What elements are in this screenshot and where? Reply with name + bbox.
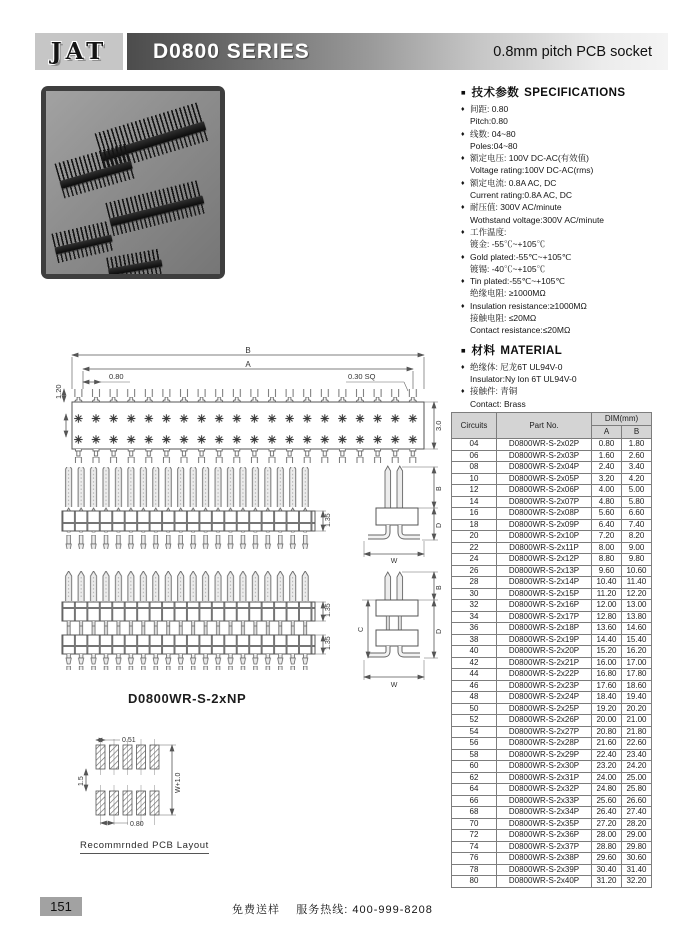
dim-label-135-lower: 1.35 — [325, 636, 332, 650]
table-cell: D0800WR-S-2x28P — [497, 738, 592, 750]
table-cell: 13.80 — [622, 611, 652, 623]
service-hotline-text: 免费送样 服务热线: 400-999-8208 — [232, 904, 433, 916]
table-cell: D0800WR-S-2x05P — [497, 473, 592, 485]
col-header-circuits: Circuits — [452, 413, 497, 439]
material-heading-zh: 材料 — [471, 344, 496, 357]
table-cell: 15.40 — [622, 634, 652, 646]
table-cell: 17.80 — [622, 669, 652, 681]
col-header-part-no: Part No. — [497, 413, 592, 439]
table-cell: 08 — [452, 462, 497, 474]
table-row — [452, 784, 652, 796]
table-cell: 10 — [452, 473, 497, 485]
table-row — [452, 807, 652, 819]
table-cell: 48 — [452, 692, 497, 704]
table-cell: D0800WR-S-2x26P — [497, 715, 592, 727]
table-cell: 20.80 — [592, 726, 622, 738]
table-row — [452, 657, 652, 669]
series-title: D0800 SERIES — [153, 39, 310, 63]
connector-photo-item — [51, 221, 114, 263]
col-header-dim: DIM(mm) — [592, 413, 652, 426]
table-cell: 25.60 — [592, 795, 622, 807]
dim-label-30: 3.0 — [434, 420, 443, 431]
spec-item — [461, 275, 697, 300]
spec-item — [461, 128, 697, 153]
table-cell: D0800WR-S-2x27P — [497, 726, 592, 738]
table-cell: D0800WR-S-2x14P — [497, 577, 592, 589]
spec-line: Wothstand voltage:300V AC/minute — [470, 214, 605, 225]
brand-logo — [35, 33, 123, 70]
table-cell: 23.40 — [622, 749, 652, 761]
table-row — [452, 864, 652, 876]
table-cell: D0800WR-S-2x32P — [497, 784, 592, 796]
table-cell: D0800WR-S-2x06P — [497, 485, 592, 497]
table-cell: 2.40 — [592, 462, 622, 474]
table-cell: 7.20 — [592, 531, 622, 543]
dim-label-a: A — [245, 360, 251, 369]
table-cell: 24.20 — [622, 761, 652, 773]
spec-line: 接触电阻: ≤20MΩ — [470, 313, 537, 324]
table-cell: 29.00 — [622, 830, 652, 842]
spec-line: ♦ 绝缘体: 尼龙6T UL94V-0 — [470, 361, 563, 372]
table-cell: 12.20 — [622, 588, 652, 600]
table-cell: 29.80 — [622, 841, 652, 853]
dim-label-w10: W+1.0 — [175, 772, 182, 793]
specifications-list — [461, 103, 697, 337]
table-row — [452, 554, 652, 566]
spec-line: Contact: Brass — [470, 398, 526, 409]
spec-line: Contact resistance:≤20MΩ — [470, 325, 571, 336]
spec-line: Voltage rating:100V DC-AC(rms) — [470, 165, 594, 176]
spec-line: Poles:04~80 — [470, 140, 518, 151]
dim-label-15: 1.5 — [78, 776, 85, 786]
table-cell: 54 — [452, 726, 497, 738]
spec-line: ♦ 额定电压: 100V DC-AC(有效值) — [470, 153, 590, 164]
table-cell: 31.20 — [592, 876, 622, 888]
table-row — [452, 692, 652, 704]
dim-label-135: 1.35 — [325, 513, 332, 527]
table-row — [452, 450, 652, 462]
table-cell: 28.80 — [592, 841, 622, 853]
table-cell: D0800WR-S-2x09P — [497, 519, 592, 531]
table-cell: 11.40 — [622, 577, 652, 589]
dim-label-b: B — [245, 346, 251, 355]
table-cell: D0800WR-S-2x38P — [497, 853, 592, 865]
series-subtitle: 0.8mm pitch PCB socket — [493, 43, 652, 60]
table-row — [452, 611, 652, 623]
spec-item — [461, 152, 697, 177]
dim-label-d2: D — [436, 522, 443, 528]
spec-line: ♦ Tin plated:-55℃~+105℃ — [470, 276, 565, 287]
table-cell: 3.20 — [592, 473, 622, 485]
table-cell: D0800WR-S-2x07P — [497, 496, 592, 508]
table-cell: 5.80 — [622, 496, 652, 508]
dim-label-c: C — [358, 626, 365, 632]
table-cell: 17.00 — [622, 657, 652, 669]
table-cell: D0800WR-S-2x04P — [497, 462, 592, 474]
table-cell: 2.60 — [622, 450, 652, 462]
table-cell: 0.80 — [592, 439, 622, 451]
table-cell: 32.20 — [622, 876, 652, 888]
spec-item — [461, 177, 697, 202]
specifications-heading-en: SPECIFICATIONS — [524, 87, 626, 99]
table-row — [452, 439, 652, 451]
table-cell: D0800WR-S-2x33P — [497, 795, 592, 807]
table-row — [452, 508, 652, 520]
table-cell: 21.60 — [592, 738, 622, 750]
spec-line: ♦ 线数: 04~80 — [470, 128, 516, 139]
table-row — [452, 565, 652, 577]
table-row — [452, 588, 652, 600]
table-cell: D0800WR-S-2x12P — [497, 554, 592, 566]
table-cell: 1.60 — [592, 450, 622, 462]
table-cell: 5.00 — [622, 485, 652, 497]
table-cell: 15.20 — [592, 646, 622, 658]
table-cell: D0800WR-S-2x30P — [497, 761, 592, 773]
table-row — [452, 646, 652, 658]
table-cell: 11.20 — [592, 588, 622, 600]
table-row — [452, 715, 652, 727]
table-cell: 52 — [452, 715, 497, 727]
specifications-heading — [461, 84, 697, 100]
table-cell: D0800WR-S-2x24P — [497, 692, 592, 704]
product-photo-frame — [41, 86, 225, 279]
table-cell: 64 — [452, 784, 497, 796]
table-cell: D0800WR-S-2x39P — [497, 864, 592, 876]
table-cell: 78 — [452, 864, 497, 876]
table-cell: 46 — [452, 680, 497, 692]
spec-item — [461, 361, 697, 386]
material-heading — [461, 342, 697, 358]
table-cell: 21.00 — [622, 715, 652, 727]
specifications-section — [461, 84, 697, 410]
table-cell: D0800WR-S-2x29P — [497, 749, 592, 761]
table-cell: 4.00 — [592, 485, 622, 497]
spec-line: ♦ Gold plated:-55℃~+105℃ — [470, 251, 572, 262]
table-row — [452, 680, 652, 692]
table-cell: 26.40 — [592, 807, 622, 819]
table-cell: 23.20 — [592, 761, 622, 773]
table-cell: 17.60 — [592, 680, 622, 692]
table-row — [452, 818, 652, 830]
table-row — [452, 462, 652, 474]
table-cell: 40 — [452, 646, 497, 658]
table-cell: D0800WR-S-2x35P — [497, 818, 592, 830]
table-cell: 13.60 — [592, 623, 622, 635]
table-row — [452, 519, 652, 531]
table-cell: 12 — [452, 485, 497, 497]
table-row — [452, 600, 652, 612]
table-cell: D0800WR-S-2x08P — [497, 508, 592, 520]
table-cell: D0800WR-S-2x31P — [497, 772, 592, 784]
table-row — [452, 761, 652, 773]
dim-label-w2: W — [390, 558, 398, 565]
table-cell: 6.40 — [592, 519, 622, 531]
table-cell: D0800WR-S-2x19P — [497, 634, 592, 646]
spec-item — [461, 201, 697, 226]
dim-label-120: 1.20 — [54, 384, 63, 399]
table-cell: 28.00 — [592, 830, 622, 842]
drawing-part-number-label: D0800WR-S-2xNP — [128, 691, 247, 706]
spec-line: Pitch:0.80 — [470, 116, 508, 127]
table-cell: 16.00 — [592, 657, 622, 669]
table-cell: 16.80 — [592, 669, 622, 681]
connector-photo-item — [105, 180, 206, 236]
dim-label-135-upper: 1.35 — [325, 603, 332, 617]
table-cell: 74 — [452, 841, 497, 853]
table-row — [452, 749, 652, 761]
spec-line: ♦ 间距: 0.80 — [470, 104, 509, 114]
table-cell: 27.40 — [622, 807, 652, 819]
table-row — [452, 473, 652, 485]
spec-line: ♦ 接触件: 青铜 — [470, 386, 518, 397]
spec-line: Insulator:Ny lon 6T UL94V-0 — [470, 373, 577, 384]
dim-label-d3: D — [436, 628, 443, 634]
table-row — [452, 841, 652, 853]
pcb-layout-caption: Recommrnded PCB Layout — [80, 840, 209, 854]
table-cell: 28 — [452, 577, 497, 589]
dimension-table — [451, 412, 652, 888]
table-cell: 8.80 — [592, 554, 622, 566]
table-cell: 24 — [452, 554, 497, 566]
dimension-table-header — [452, 413, 652, 439]
table-cell: 19.20 — [592, 703, 622, 715]
table-cell: 4.20 — [622, 473, 652, 485]
table-cell: 30.40 — [592, 864, 622, 876]
table-cell: 24.00 — [592, 772, 622, 784]
table-row — [452, 669, 652, 681]
specifications-heading-zh: 技术参数 — [471, 87, 520, 99]
spec-line: 镀金: -55℃~+105℃ — [470, 239, 546, 250]
table-cell: D0800WR-S-2x21P — [497, 657, 592, 669]
table-cell: D0800WR-S-2x36P — [497, 830, 592, 842]
table-cell: 26 — [452, 565, 497, 577]
table-cell: 7.40 — [622, 519, 652, 531]
col-header-b: B — [622, 426, 652, 439]
table-row — [452, 795, 652, 807]
connector-photo-item — [106, 249, 164, 274]
table-cell: 06 — [452, 450, 497, 462]
table-cell: D0800WR-S-2x17P — [497, 611, 592, 623]
table-cell: 70 — [452, 818, 497, 830]
table-row — [452, 703, 652, 715]
table-cell: D0800WR-S-2x03P — [497, 450, 592, 462]
table-cell: 60 — [452, 761, 497, 773]
table-cell: 8.00 — [592, 542, 622, 554]
table-cell: D0800WR-S-2x25P — [497, 703, 592, 715]
table-cell: D0800WR-S-2x22P — [497, 669, 592, 681]
table-cell: 9.00 — [622, 542, 652, 554]
spec-line: ♦ Insulation resistance:≥1000MΩ — [470, 300, 587, 311]
table-cell: 28.20 — [622, 818, 652, 830]
spec-line: 镀锡: -40℃~+105℃ — [470, 263, 546, 274]
table-cell: 18 — [452, 519, 497, 531]
table-cell: 10.40 — [592, 577, 622, 589]
table-row — [452, 876, 652, 888]
spec-line: ♦ 耐压值: 300V AC/minute — [470, 202, 562, 213]
dimension-table-body — [452, 439, 652, 888]
spec-item — [461, 251, 697, 276]
table-cell: 22.40 — [592, 749, 622, 761]
table-cell: 42 — [452, 657, 497, 669]
dim-label-w3: W — [390, 682, 398, 689]
table-cell: 3.40 — [622, 462, 652, 474]
table-cell: 13.00 — [622, 600, 652, 612]
table-row — [452, 542, 652, 554]
table-cell: 1.80 — [622, 439, 652, 451]
table-cell: D0800WR-S-2x37P — [497, 841, 592, 853]
table-cell: 18.60 — [622, 680, 652, 692]
col-header-a: A — [592, 426, 622, 439]
dim-label-sq: 0.30 SQ — [348, 372, 376, 381]
table-cell: 12.00 — [592, 600, 622, 612]
table-cell: 8.20 — [622, 531, 652, 543]
table-cell: 68 — [452, 807, 497, 819]
dim-label-b3: B — [436, 585, 443, 590]
drawing-pcb-layout — [72, 733, 257, 835]
table-cell: 27.20 — [592, 818, 622, 830]
table-cell: D0800WR-S-2x10P — [497, 531, 592, 543]
spec-item — [461, 385, 697, 410]
table-cell: 56 — [452, 738, 497, 750]
table-cell: 19.40 — [622, 692, 652, 704]
table-cell: 29.60 — [592, 853, 622, 865]
table-cell: 9.80 — [622, 554, 652, 566]
table-row — [452, 853, 652, 865]
table-cell: D0800WR-S-2x40P — [497, 876, 592, 888]
table-cell: 30 — [452, 588, 497, 600]
table-cell: 14.40 — [592, 634, 622, 646]
spec-item — [461, 103, 697, 128]
table-cell: 80 — [452, 876, 497, 888]
product-photo — [46, 91, 220, 274]
page-number: 151 — [40, 897, 82, 916]
table-cell: 20.00 — [592, 715, 622, 727]
table-cell: 34 — [452, 611, 497, 623]
table-cell: 22 — [452, 542, 497, 554]
table-cell: D0800WR-S-2x18P — [497, 623, 592, 635]
dim-label-pitch: 0.80 — [109, 372, 124, 381]
spec-item — [461, 226, 697, 251]
table-cell: 16.20 — [622, 646, 652, 658]
table-cell: 38 — [452, 634, 497, 646]
table-cell: D0800WR-S-2x16P — [497, 600, 592, 612]
table-cell: 14.60 — [622, 623, 652, 635]
table-cell: 22.60 — [622, 738, 652, 750]
table-cell: 10.60 — [622, 565, 652, 577]
spec-item — [461, 300, 697, 337]
brand-logo-text: JAT — [50, 38, 108, 65]
table-cell: 14 — [452, 496, 497, 508]
dim-label-051: 0.51 — [122, 737, 136, 744]
table-cell: 30.60 — [622, 853, 652, 865]
table-row — [452, 623, 652, 635]
drawing-side-view-double — [50, 570, 448, 692]
table-cell: 25.00 — [622, 772, 652, 784]
table-cell: 6.60 — [622, 508, 652, 520]
spec-line: ♦ 工作温度: — [470, 226, 507, 237]
table-row — [452, 531, 652, 543]
table-cell: D0800WR-S-2x02P — [497, 439, 592, 451]
table-cell: 25.80 — [622, 784, 652, 796]
table-cell: 36 — [452, 623, 497, 635]
material-heading-en: MATERIAL — [500, 344, 563, 357]
table-cell: 31.40 — [622, 864, 652, 876]
table-cell: 66 — [452, 795, 497, 807]
table-cell: 5.60 — [592, 508, 622, 520]
table-row — [452, 772, 652, 784]
table-cell: 72 — [452, 830, 497, 842]
table-row — [452, 738, 652, 750]
spec-line: Current rating:0.8A AC, DC — [470, 190, 573, 201]
spec-line: ♦ 额定电流: 0.8A AC, DC — [470, 177, 557, 188]
table-cell: 12.80 — [592, 611, 622, 623]
table-cell: 18.40 — [592, 692, 622, 704]
table-cell: D0800WR-S-2x34P — [497, 807, 592, 819]
table-cell: D0800WR-S-2x11P — [497, 542, 592, 554]
table-cell: 32 — [452, 600, 497, 612]
table-cell: 21.80 — [622, 726, 652, 738]
table-cell: 76 — [452, 853, 497, 865]
table-row — [452, 496, 652, 508]
table-cell: 04 — [452, 439, 497, 451]
series-title-bar — [127, 33, 668, 70]
table-row — [452, 485, 652, 497]
table-row — [452, 830, 652, 842]
table-cell: 26.60 — [622, 795, 652, 807]
table-row — [452, 726, 652, 738]
connector-photo-item — [54, 143, 135, 198]
dim-label-080: 0.80 — [130, 821, 144, 828]
table-row — [452, 577, 652, 589]
table-cell: 4.80 — [592, 496, 622, 508]
table-cell: D0800WR-S-2x20P — [497, 646, 592, 658]
table-cell: 9.60 — [592, 565, 622, 577]
table-cell: 44 — [452, 669, 497, 681]
drawing-side-view-single — [50, 463, 448, 565]
dim-label-b2: B — [436, 486, 443, 491]
table-row — [452, 634, 652, 646]
table-cell: 20 — [452, 531, 497, 543]
material-list — [461, 361, 697, 410]
table-cell: D0800WR-S-2x13P — [497, 565, 592, 577]
table-cell: 50 — [452, 703, 497, 715]
table-cell: 58 — [452, 749, 497, 761]
table-cell: 24.80 — [592, 784, 622, 796]
table-cell: D0800WR-S-2x23P — [497, 680, 592, 692]
drawing-top-view — [52, 345, 444, 465]
table-cell: D0800WR-S-2x15P — [497, 588, 592, 600]
table-cell: 20.20 — [622, 703, 652, 715]
table-cell: 16 — [452, 508, 497, 520]
spec-line: 绝缘电阻: ≥1000MΩ — [470, 288, 546, 299]
table-cell: 62 — [452, 772, 497, 784]
